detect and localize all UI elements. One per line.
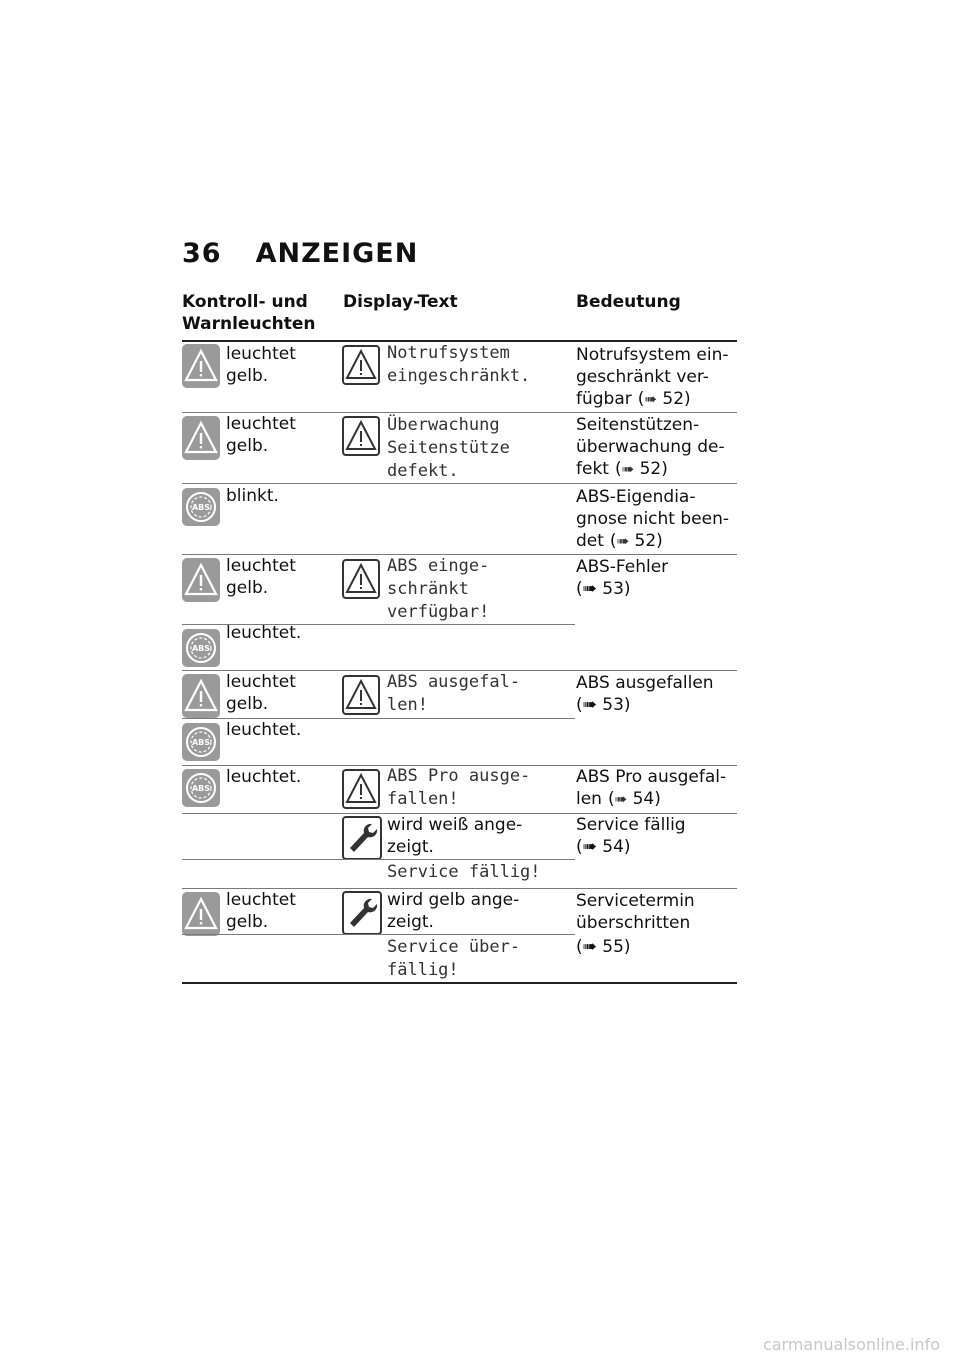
meaning-text: Notrufsystem ein- geschränkt ver- fügbar (➠ 52) — [576, 345, 729, 409]
display-text: Service fällig! — [387, 862, 541, 882]
svg-text:ABS: ABS — [191, 644, 211, 653]
site-watermark: carmanualsonline.info — [762, 1335, 940, 1354]
display-text: Notrufsystem eingeschränkt. — [387, 343, 531, 386]
warning-triangle-icon — [342, 769, 380, 809]
meaning-text: ABS-Fehler — [576, 557, 669, 577]
display-note: wird weiß ange- zeigt. — [387, 815, 523, 857]
lamp-status: blinkt. — [226, 486, 279, 506]
reference-arrow-icon: ➠ — [582, 695, 597, 715]
page-number: 36 — [182, 238, 222, 269]
meaning-text: Service fällig — [576, 815, 686, 835]
page-reference[interactable]: (➠ 55) — [576, 937, 631, 957]
table-bottom-rule — [182, 982, 737, 984]
meaning-text: ABS-Eigendia- gnose nicht been- det (➠ 52) — [576, 487, 729, 551]
svg-text:ABS: ABS — [191, 738, 211, 747]
lamp-status: leuchtet gelb. — [226, 414, 296, 456]
warning-triangle-icon — [182, 344, 220, 388]
display-note: wird gelb ange- zeigt. — [387, 890, 520, 932]
svg-text:ABS: ABS — [191, 503, 211, 512]
page-reference[interactable]: (➠ 53) — [576, 579, 631, 599]
display-text: ABS einge- schränkt verfügbar! — [387, 556, 490, 622]
meaning-text: ABS ausgefallen — [576, 673, 714, 693]
page-reference[interactable]: (➠ 54) — [576, 837, 631, 857]
reference-arrow-icon: ➠ — [582, 837, 597, 857]
reference-arrow-icon: ➠ — [616, 532, 630, 550]
warning-triangle-icon — [182, 558, 220, 602]
warning-triangle-icon — [182, 892, 220, 936]
warning-triangle-icon — [342, 675, 380, 715]
meaning-text: Servicetermin überschritten — [576, 891, 695, 933]
lamp-status: leuchtet gelb. — [226, 672, 296, 714]
warning-triangle-icon — [342, 345, 380, 385]
display-text: ABS Pro ausge- fallen! — [387, 766, 531, 809]
abs-icon — [182, 488, 220, 526]
reference-arrow-icon: ➠ — [582, 579, 597, 599]
warning-triangle-icon — [182, 674, 220, 718]
header-lamps: Kontroll- und Warnleuchten — [182, 292, 316, 334]
display-text: ABS ausgefal- len! — [387, 672, 521, 715]
svg-text:ABS: ABS — [191, 784, 211, 793]
lamp-status: leuchtet gelb. — [226, 556, 296, 598]
reference-arrow-icon: ➠ — [582, 937, 597, 957]
lamp-status: leuchtet. — [226, 767, 302, 787]
page-reference[interactable]: (➠ 52) — [614, 459, 668, 479]
warning-triangle-icon — [342, 416, 380, 456]
warning-triangle-icon — [342, 559, 380, 599]
lamp-status: leuchtet. — [226, 720, 302, 740]
header-meaning: Bedeutung — [576, 292, 681, 312]
page-title — [182, 238, 418, 269]
page-heading: ANZEIGEN — [255, 238, 419, 269]
page-reference[interactable]: (➠ 52) — [609, 531, 663, 551]
meaning-text: Seitenstützen- überwachung de- fekt (➠ 52) — [576, 415, 725, 479]
display-text: Überwachung Seitenstütze defekt. — [387, 415, 510, 481]
meaning-text: ABS Pro ausgefal- len (➠ 54) — [576, 767, 727, 809]
header-display-text: Display-Text — [343, 292, 458, 312]
reference-arrow-icon: ➠ — [614, 790, 628, 808]
row-divider — [182, 859, 575, 860]
wrench-icon — [342, 816, 382, 860]
lamp-status: leuchtet gelb. — [226, 344, 296, 386]
page-reference[interactable]: (➠ 54) — [607, 789, 661, 809]
display-text: Service über- fällig! — [387, 937, 521, 980]
reference-arrow-icon: ➠ — [621, 460, 635, 478]
abs-icon — [182, 769, 220, 807]
lamp-status: leuchtet gelb. — [226, 890, 296, 932]
page-reference[interactable]: (➠ 53) — [576, 695, 631, 715]
row-divider — [182, 483, 737, 484]
warning-triangle-icon — [182, 416, 220, 460]
abs-icon — [182, 629, 220, 667]
wrench-icon — [342, 891, 382, 935]
lamp-status: leuchtet. — [226, 623, 302, 643]
abs-icon — [182, 723, 220, 761]
page-reference[interactable]: (➠ 52) — [637, 389, 691, 409]
row-divider — [182, 934, 575, 935]
reference-arrow-icon: ➠ — [644, 390, 657, 408]
